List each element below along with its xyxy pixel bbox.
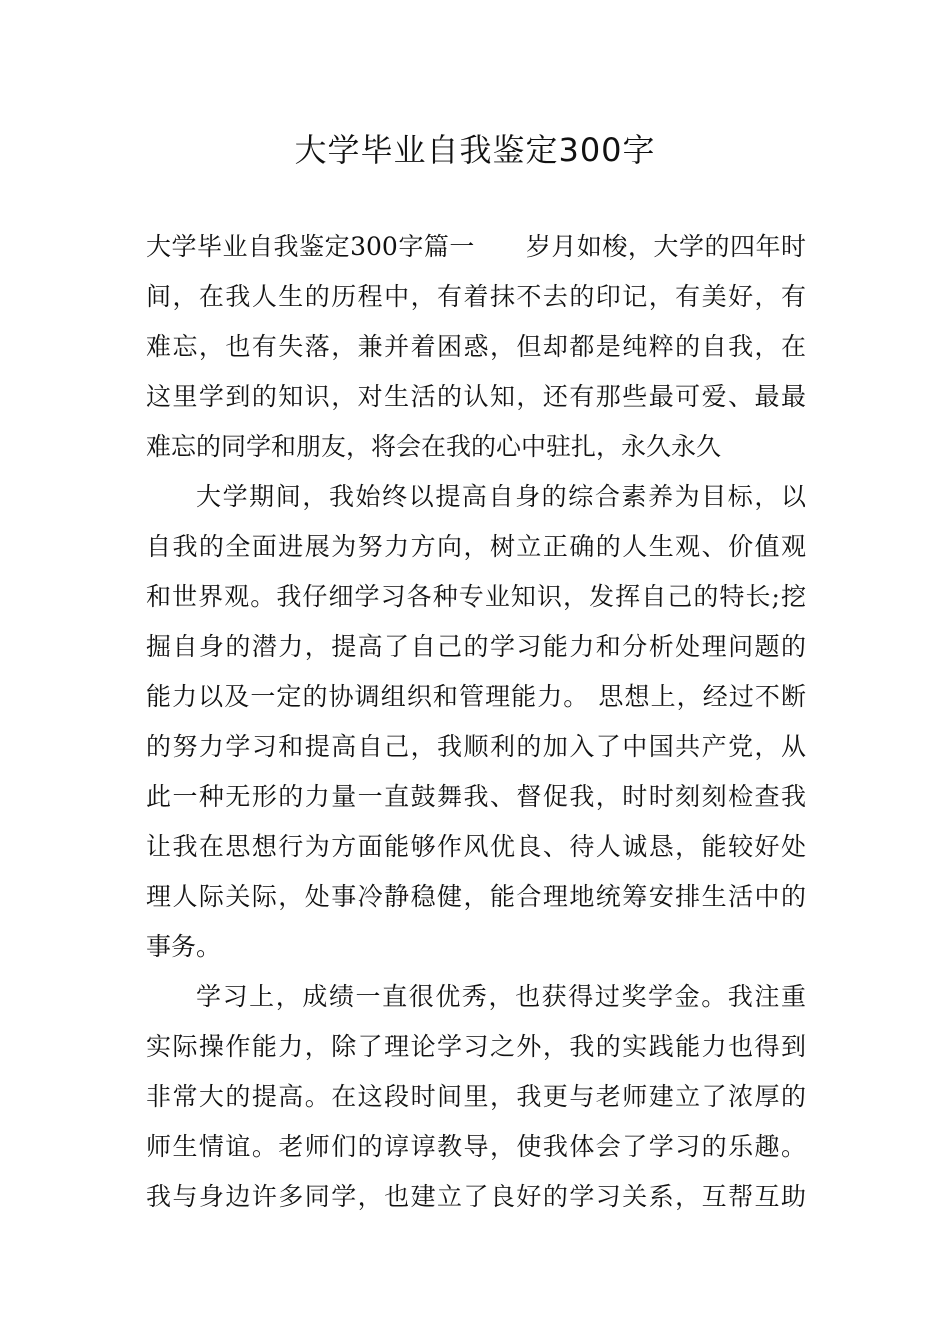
text-line: 难忘的同学和朋友，将会在我的心中驻扎，永久永久 <box>146 432 722 461</box>
text-line: 难忘，也有失落，兼并着困惑，但却都是纯粹的自我，在 <box>146 332 806 361</box>
text-line: 让我在思想行为方面能够作风优良、待人诚恳，能较好处 <box>146 832 806 861</box>
text-line: 和世界观。我仔细学习各种专业知识，发挥自己的特长;挖 <box>146 582 806 611</box>
text-line: 师生情谊。老师们的谆谆教导，使我体会了学习的乐趣。 <box>146 1132 806 1161</box>
text-line: 的努力学习和提高自己，我顺利的加入了中国共产党，从 <box>146 732 806 761</box>
document-body <box>146 222 806 1222</box>
text-line: 间，在我人生的历程中，有着抹不去的印记，有美好，有 <box>146 282 806 311</box>
text-line: 大学期间，我始终以提高自身的综合素养为目标，以 <box>196 482 806 511</box>
text-line: 理人际关际，处事冷静稳健，能合理地统筹安排生活中的 <box>146 882 806 911</box>
text-line: 实际操作能力，除了理论学习之外，我的实践能力也得到 <box>146 1032 806 1061</box>
text-line: 这里学到的知识，对生活的认知，还有那些最可爱、最最 <box>146 382 806 411</box>
text-line: 非常大的提高。在这段时间里，我更与老师建立了浓厚的 <box>146 1082 806 1111</box>
text-line: 大学毕业自我鉴定300字篇一 岁月如梭，大学的四年时 <box>146 232 806 261</box>
text-line: 能力以及一定的协调组织和管理能力。 思想上，经过不断 <box>146 682 806 711</box>
document-title: 大学毕业自我鉴定300字 <box>294 131 656 169</box>
text-line: 掘自身的潜力，提高了自己的学习能力和分析处理问题的 <box>146 632 806 661</box>
text-line: 学习上，成绩一直很优秀，也获得过奖学金。我注重 <box>196 982 806 1011</box>
text-line: 我与身边许多同学，也建立了良好的学习关系，互帮互助 <box>146 1182 806 1211</box>
text-line: 事务。 <box>146 932 222 961</box>
text-line: 自我的全面进展为努力方向，树立正确的人生观、价值观 <box>146 532 806 561</box>
text-line: 此一种无形的力量一直鼓舞我、督促我，时时刻刻检查我 <box>146 782 806 811</box>
